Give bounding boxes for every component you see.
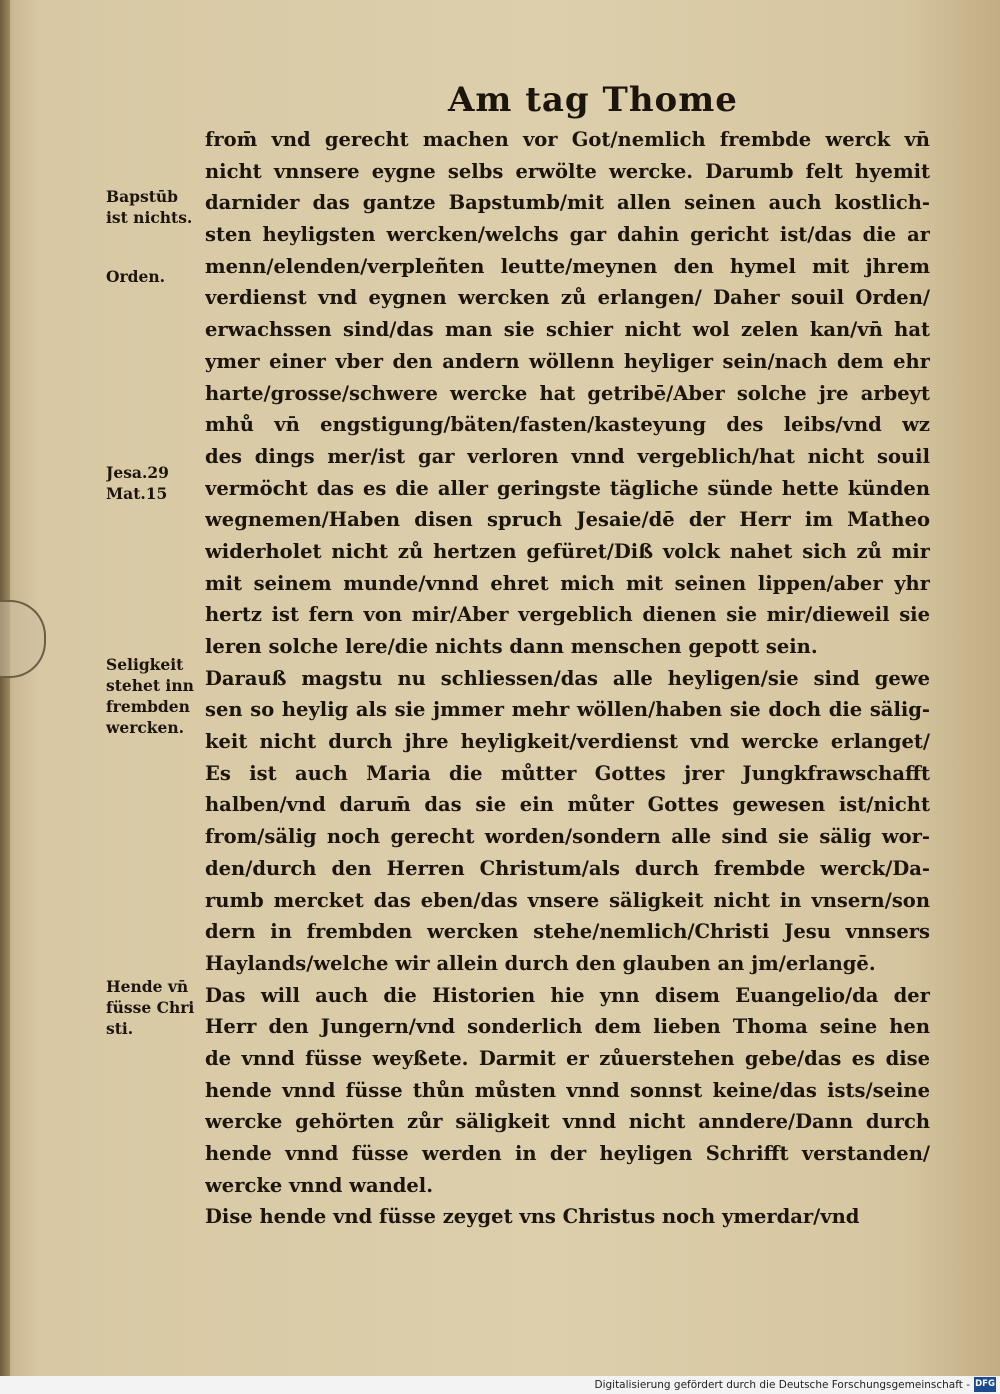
- text-line: nicht vnnsere eygne selbs erwölte wercke. Darumb felt hyemit: [205, 159, 930, 183]
- text-line: halben/vnd darum̄ das sie ein můter Gottes gewesen ist/nicht: [205, 793, 930, 817]
- text-line: wercke vnnd wandel.: [205, 1173, 433, 1197]
- text-line: Dise hende vnd füsse zeyget vns Christus noch ymerdar/vnd: [205, 1205, 860, 1229]
- margin-note-line: ist nichts.: [106, 208, 193, 227]
- text-line: Das will auch die Historien hie ynn disem Euangelio/da der: [205, 983, 930, 1007]
- margin-note-seligkeit: [106, 654, 202, 738]
- text-line: mit seinem munde/vnnd ehret mich mit seinen lippen/aber yhr: [205, 571, 930, 595]
- text-line: ymer einer vber den andern wöllenn heyliger sein/nach dem ehr: [205, 349, 930, 373]
- text-line: hende vnnd füsse werden in der heyligen Schrifft verstanden/: [205, 1142, 930, 1165]
- text-line: Darauß magstu nu schliessen/das alle heyligen/sie sind gewe: [205, 666, 930, 690]
- text-line: mhů vn̄ engstigung/bäten/fasten/kasteyung des leibs/vnd wz: [205, 413, 930, 437]
- margin-note-line: Seligkeit: [106, 655, 184, 674]
- text-line: Es ist auch Maria die můtter Gottes jrer Jungkfrawschafft: [205, 761, 930, 785]
- text-line: from/sälig noch gerecht worden/sondern alle sind sie sälig wor-: [205, 825, 930, 849]
- text-line: sen so heylig als sie jmmer mehr wöllen/haben sie doch die sälig-: [205, 698, 930, 722]
- text-line: den/durch den Herren Christum/als durch frembde werck/Da-: [205, 856, 930, 880]
- margin-note-jesaia: [106, 462, 202, 504]
- text-line: menn/elenden/verpleñten leutte/meynen den hymel mit jhrem: [205, 254, 930, 278]
- text-line: hertz ist fern von mir/Aber vergeblich dienen sie mir/dieweil sie: [205, 603, 930, 627]
- margin-note-line: Hende vn̄: [106, 977, 189, 996]
- running-head: Am tag Thome: [448, 80, 738, 120]
- page-clasp-mark: [0, 600, 46, 678]
- text-line: harte/grosse/schwere wercke hat getribē/Aber solche jre arbeyt: [205, 381, 930, 405]
- margin-note-bapstumb: [106, 186, 202, 228]
- text-line: hende vnnd füsse thůn můsten vnnd sonnst keine/das ists/seine: [205, 1078, 930, 1102]
- margin-note-orden: [106, 266, 202, 287]
- margin-note-line: Orden.: [106, 267, 166, 286]
- text-line: sten heyligsten wercken/welchs gar dahin gericht ist/das die ar: [205, 223, 930, 247]
- dfg-logo-icon: DFG: [974, 1377, 996, 1392]
- margin-note-line: wercken.: [106, 718, 185, 737]
- margin-note-line: Bapstūb: [106, 187, 178, 206]
- text-line: widerholet nicht zů hertzen gefüret/Diß volck nahet sich zů mir: [205, 539, 930, 563]
- text-line: Haylands/welche wir allein durch den glauben an jm/erlangē.: [205, 951, 876, 975]
- text-line: wegnemen/Haben disen spruch Jesaie/dē der Herr im Matheo: [205, 508, 930, 532]
- book-gutter: [0, 0, 10, 1376]
- text-line: leren solche lere/die nichts dann menschen gepott sein.: [205, 635, 818, 658]
- margin-note-line: frembden: [106, 697, 190, 716]
- footer-credit: Digitalisierung gefördert durch die Deutsche Forschungsgemeinschaft -: [594, 1379, 970, 1391]
- text-line: de vnnd füsse weyßete. Darmit er zůuerstehen gebe/das es dise: [205, 1046, 930, 1070]
- text-line: rumb mercket das eben/das vnsere säligkeit nicht in vnsern/son: [205, 888, 930, 912]
- margin-note-hende: [106, 976, 202, 1039]
- text-line: keit nicht durch jhre heyligkeit/verdienst vnd wercke erlanget/: [205, 730, 930, 754]
- text-line: dern in frembden wercken stehe/nemlich/Christi Jesu vnnsers: [205, 920, 930, 944]
- text-line: from̄ vnd gerecht machen vor Got/nemlich frembde werck vn̄: [205, 128, 930, 151]
- body-text: [205, 124, 930, 1233]
- margin-note-line: füsse Chri: [106, 998, 195, 1017]
- margin-note-line: stehet inn: [106, 676, 194, 695]
- margin-note-line: Mat.15: [106, 484, 168, 503]
- text-line: wercke gehörten zůr säligkeit vnnd nicht anndere/Dann durch: [205, 1110, 930, 1134]
- text-line: Herr den Jungern/vnd sonderlich dem lieben Thoma seine hen: [205, 1015, 930, 1039]
- margin-note-line: Jesa.29: [106, 463, 169, 482]
- text-line: verdienst vnd eygnen wercken zů erlangen/ Daher souil Orden/: [205, 286, 930, 310]
- text-line: vermöcht das es die aller geringste tägliche sünde hette künden: [205, 476, 930, 500]
- margin-note-line: sti.: [106, 1019, 134, 1038]
- text-line: darnider das gantze Bapstumb/mit allen seinen auch kostlich-: [205, 191, 930, 215]
- text-line: des dings mer/ist gar verloren vnnd vergeblich/hat nicht souil: [205, 444, 930, 468]
- text-line: erwachssen sind/das man sie schier nicht wol zelen kan/vn̄ hat: [205, 318, 930, 342]
- footer-bar: [0, 1376, 1000, 1394]
